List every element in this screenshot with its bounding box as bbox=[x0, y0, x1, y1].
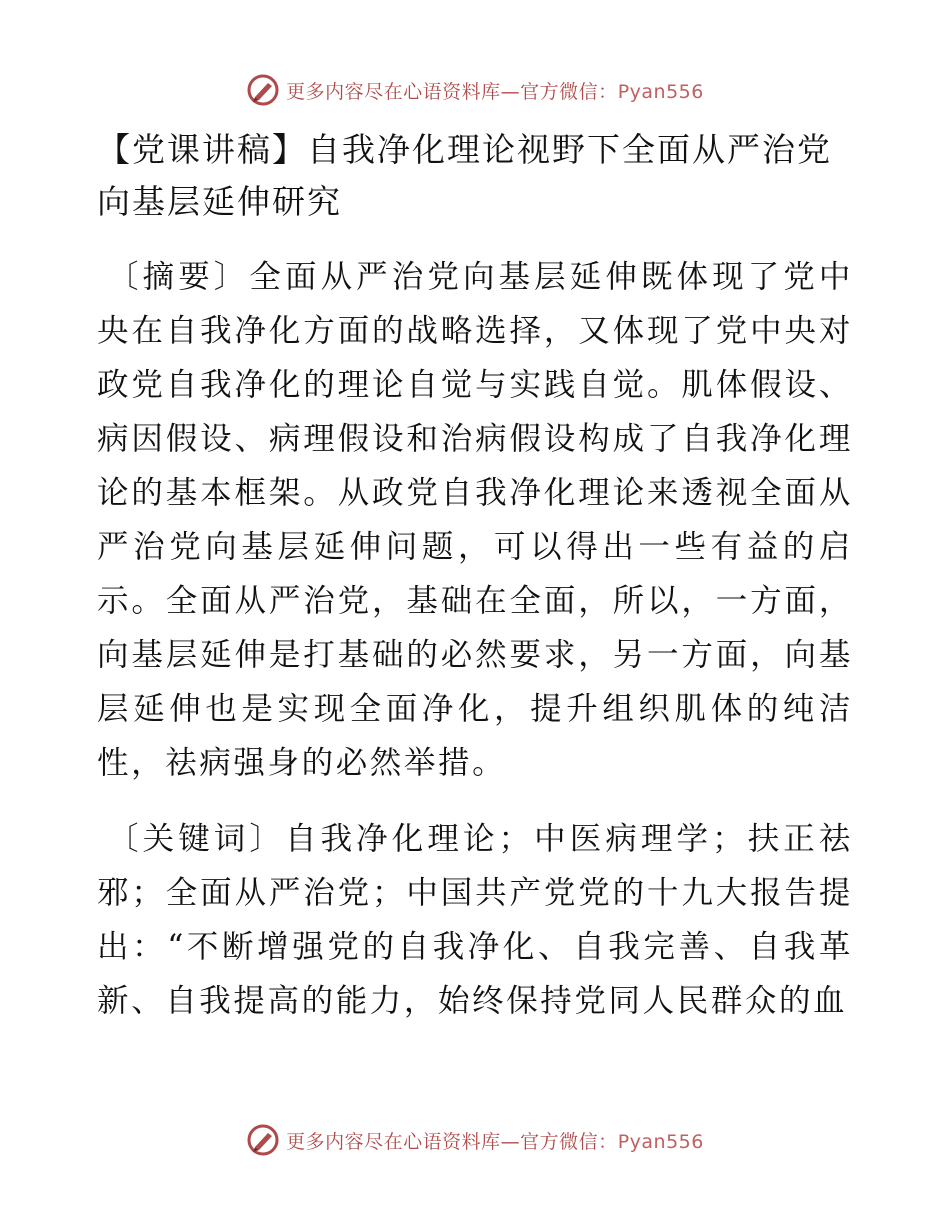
banner-text bbox=[286, 1127, 704, 1154]
document-title: 【党课讲稿】自我净化理论视野下全面从严治党向基层延伸研究 bbox=[97, 130, 832, 221]
banner-site-text: 更多内容尽在心语资料库 bbox=[286, 1130, 501, 1153]
banner-wechat-id: Pyan556 bbox=[617, 80, 704, 103]
keywords-paragraph: 〔关键词〕自我净化理论；中医病理学；扶正祛邪；全面从严治党；中国共产党党的十九大报告提出：“不断增强党的自我净化、自我完善、自我革新、自我提高的能力，始终保持党同人民群众的血 bbox=[97, 821, 853, 1019]
header-banner bbox=[0, 70, 950, 110]
document-body bbox=[97, 124, 853, 1028]
banner-dash: — bbox=[500, 80, 521, 103]
pen-circle-logo-icon bbox=[246, 1123, 280, 1157]
banner-wechat-id: Pyan556 bbox=[617, 1130, 704, 1153]
footer-banner bbox=[0, 1120, 950, 1160]
abstract-paragraph: 〔摘要〕全面从严治党向基层延伸既体现了党中央在自我净化方面的战略选择，又体现了党中央对政党自我净化的理论自觉与实践自觉。肌体假设、病因假设、病理假设和治病假设构成了自我净化理论的基本框架。从政党自我净化理论来透视全面从严治党向基层延伸问题，可以得出一些有益的启示。全面从严治党，基础在全面，所以，一方面，向基层延伸是打基础的必然要求，另一方面，向基层延伸也是实现全面净化，提升组织肌体的纯洁性，祛病强身的必然举措。 bbox=[97, 259, 853, 781]
banner-site-text: 更多内容尽在心语资料库 bbox=[286, 80, 501, 103]
pen-circle-logo-icon bbox=[246, 73, 280, 107]
banner-wechat-label: 官方微信： bbox=[520, 1130, 618, 1153]
banner-wechat-label: 官方微信： bbox=[520, 80, 618, 103]
banner-text bbox=[286, 77, 704, 104]
banner-dash: — bbox=[500, 1130, 521, 1153]
